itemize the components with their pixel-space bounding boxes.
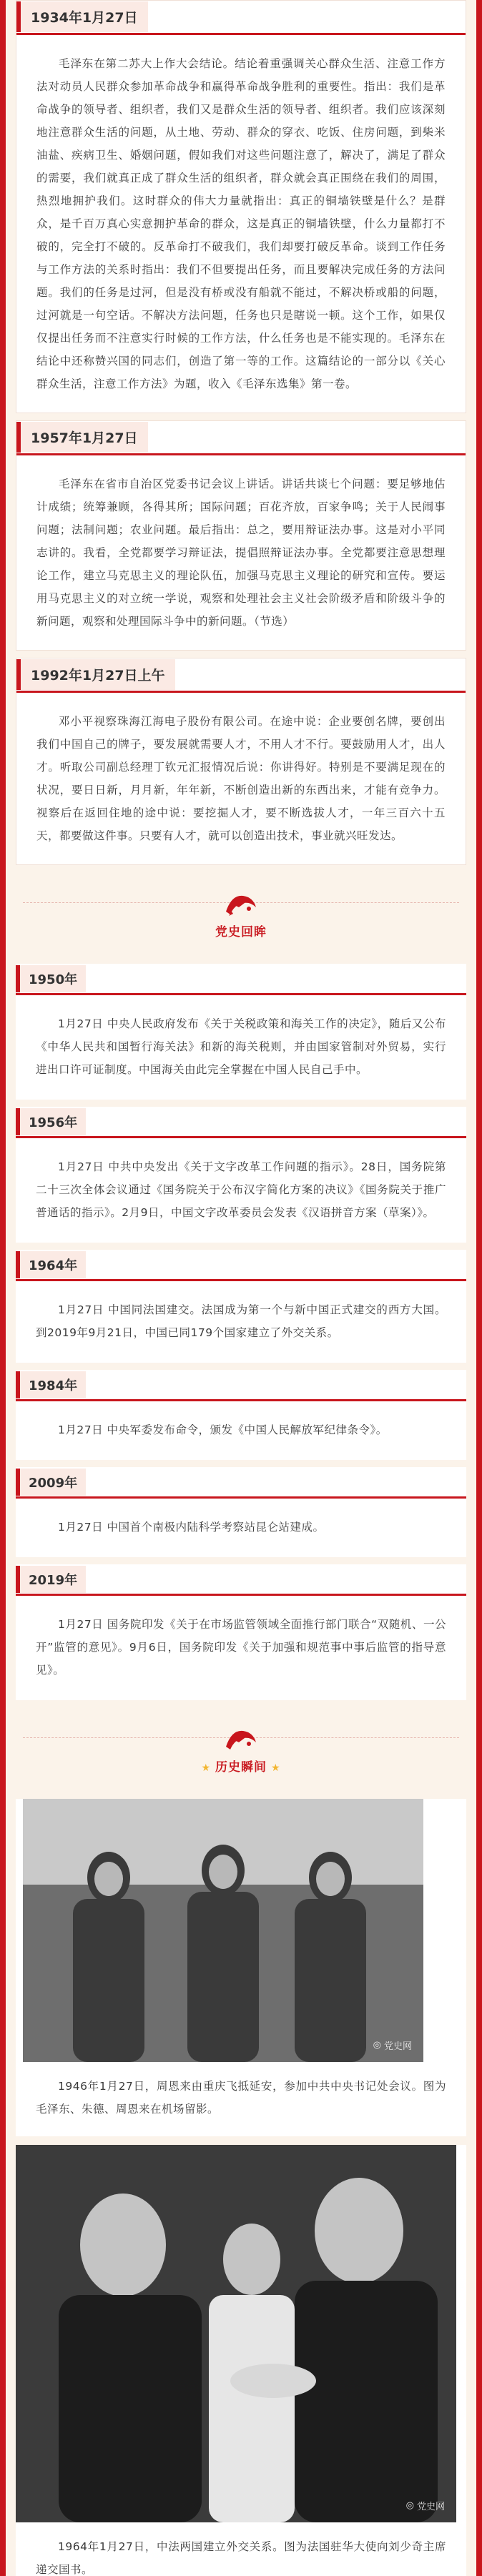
watermark: ◎ 党史网 [373, 2040, 412, 2052]
year-text: 1月27日 中央人民政府发布《关于关税政策和海关工作的决定》，随后又公布《中华人民共和国暂行海关法》和新的海关税则，并由国家管制对外贸易，实行进出口许可证制度。中国海关由此完全掌握在中国人民自己手中。 [36, 1017, 446, 1076]
event-date-bar [16, 421, 466, 455]
photo-section [16, 1799, 466, 2136]
year-text: 1月27日 中国首个南极内陆科学考察站昆仑站建成。 [58, 1521, 325, 1534]
event-section [16, 658, 466, 865]
year-text: 1月27日 中国同法国建交。法国成为第一个与新中国正式建交的西方大国。到2019年9月21日，中国已同179个国家建立了外交关系。 [36, 1303, 446, 1339]
event-text: 毛泽东在第二苏大上作大会结论。结论着重强调关心群众生活、注意工作方法对动员人民群众参加革命战争和赢得革命战争胜利的重要性。指出：我们是革命战争的领导者、组织者，我们又是群众生活的领导者、组织者。我们应该深刻地注意群众生活的问题，从土地、劳动、群众的穿衣、吃饭、住房问题，到柴米油盐、疾病卫生、婚姻问题，假如我们对这些问题注意了，解决了，满足了群众的需要，我们就真正成了群众生活的组织者，群众就会真正围绕在我们的周围，热烈地拥护我们。这时群众的伟大力量就指出：真正的铜墙铁壁是什么？是群众，是千百万真心实意拥护革命的群众，这是真正的铜墙铁壁，什么力量都打不破的，完全打不破的。反革命打不破我们，我们却要打破反革命。谈到工作任务与工作方法的关系时指出：我们不但要提出任务，而且要解决完成任务的方法问题。我们的任务是过河，但是没有桥或没有船就不能过，不解决桥或船的问题，过河就是一句空话。不解决方法问题，任务也只是瞎说一顿。这个工作，如果仅仅提出任务而不注意实行时候的工作方法，什么任务也是不能实现的。毛泽东在结论中还称赞兴国的同志们，创造了第一等的工作。这篇结论的一部分以《关心群众生活，注意工作方法》为题，收入《毛泽东选集》第一卷。 [36, 57, 446, 390]
year-section [16, 1564, 466, 1700]
divider-title: 党史回眸 [210, 922, 272, 939]
historical-photo [16, 2145, 456, 2522]
year-section [16, 1467, 466, 1557]
year-section [16, 1107, 466, 1243]
party-emblem-icon [222, 890, 260, 917]
section-divider-history [16, 875, 466, 954]
year-label: 1956年 [16, 1108, 86, 1135]
photo-caption: 1946年1月27日，周恩来由重庆飞抵延安，参加中共中央书记处会议。图为毛泽东、朱德、周恩来在机场留影。 [36, 2080, 446, 2116]
event-date-bar [16, 1, 466, 35]
event-date: 1957年1月27日 [16, 422, 148, 453]
event-text: 毛泽东在省市自治区党委书记会议上讲话。讲话共谈七个问题：要足够地估计成绩；统筹兼顾，各得其所；国际问题；百花齐放，百家争鸣；关于人民闹事问题；法制问题；农业问题。最后指出：总之，要用辩证法办事。这是对小平同志讲的。我看，全党都要学习辩证法，提倡照辩证法办事。全党都要注意思想理论工作，建立马克思主义的理论队伍，加强马克思主义理论的研究和宣传。要运用马克思主义的对立统一学说，观察和处理社会主义社会阶级矛盾和阶级斗争的新问题，观察和处理国际斗争中的新问题。（节选） [36, 478, 446, 628]
event-text: 邓小平视察珠海江海电子股份有限公司。在途中说：企业要创名牌，要创出我们中国自己的牌子，要发展就需要人才，不用人才不行。要鼓励用人才，出人才。听取公司副总经理丁钦元汇报情况后说：你讲得好。特别是不要满足现在的状况，要日日新，月月新，年年新，不断创造出新的东西出来，才能有竞争力。视察后在返回住地的途中说：要挖掘人才，要不断选拔人才，一年三百六十五天，都要做这件事。只要有人才，就可以创造出技术，事业就兴旺发达。 [36, 715, 446, 842]
star-icon: ★ [201, 1762, 211, 1774]
event-date-bar [16, 658, 466, 693]
year-label: 1964年 [16, 1251, 86, 1278]
year-section [16, 964, 466, 1100]
year-label: 1984年 [16, 1371, 86, 1398]
weibo-icon: ◎ [373, 2040, 381, 2051]
photo-illustration [23, 1799, 423, 2062]
year-label: 1950年 [16, 965, 86, 992]
watermark: ◎ 党史网 [405, 2500, 445, 2512]
year-text: 1月27日 中共中央发出《关于文字改革工作问题的指示》。28日，国务院第二十三次全体会议通过《国务院关于公布汉字简化方案的决议》《国务院关于推广普通话的指示》。2月9日，中国文字改革委员会发表《汉语拼音方案（草案）》。 [36, 1160, 446, 1219]
weibo-icon: ◎ [405, 2500, 414, 2511]
divider-title: ★ 历史瞬间 ★ [191, 1757, 290, 1775]
event-date: 1992年1月27日上午 [16, 659, 175, 690]
event-section [16, 420, 466, 651]
photo-caption: 1964年1月27日，中法两国建立外交关系。图为法国驻华大使向刘少奇主席递交国书。 [36, 2540, 446, 2576]
year-text: 1月27日 国务院印发《关于在市场监管领域全面推行部门联合“双随机、一公开”监管的意见》。9月6日，国务院印发《关于加强和规范事中事后监管的指导意见》。 [36, 1618, 446, 1677]
event-section [16, 0, 466, 413]
star-icon: ★ [271, 1762, 281, 1774]
year-label: 2009年 [16, 1469, 86, 1496]
photo-section [16, 2145, 466, 2576]
year-section [16, 1370, 466, 1460]
year-text: 1月27日 中央军委发布命令，颁发《中国人民解放军纪律条令》。 [58, 1423, 388, 1436]
event-date: 1934年1月27日 [16, 1, 148, 32]
year-section [16, 1250, 466, 1363]
historical-photo [23, 1799, 423, 2062]
year-label: 2019年 [16, 1566, 86, 1593]
section-divider-moments [16, 1710, 466, 1789]
party-emblem-icon [222, 1725, 260, 1752]
photo-illustration [16, 2145, 456, 2522]
